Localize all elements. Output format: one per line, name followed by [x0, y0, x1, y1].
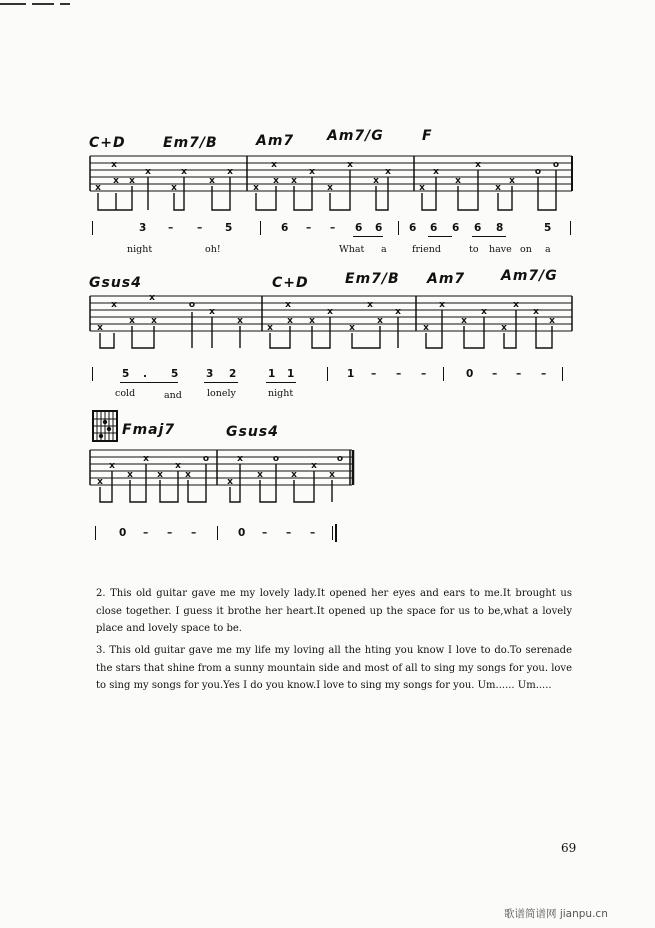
- chord-label: Am7/G: [501, 268, 558, 284]
- barline: [332, 526, 333, 540]
- lyric: oh!: [205, 244, 221, 255]
- svg-text:x: x: [127, 470, 133, 480]
- jianpu-note: 1: [347, 368, 355, 380]
- svg-text:x: x: [143, 454, 149, 464]
- svg-text:o: o: [534, 167, 542, 177]
- verse-3: 3. This old guitar gave me my life my loving all the hting you know I love to do.To serenade the stars that shine from a sunny mountain side and most of all to sing my songs for you. love to sing my songs for you.Yes I do you know.I love to sing my songs for you. Um...... Um.....: [96, 645, 572, 691]
- lyric: a: [381, 244, 387, 255]
- svg-text:o: o: [552, 160, 560, 170]
- jianpu-note: 0: [119, 527, 127, 539]
- chord-label: Em7/B: [163, 135, 218, 151]
- jianpu-note: 6: [281, 222, 289, 234]
- svg-text:x: x: [291, 470, 297, 480]
- svg-text:x: x: [329, 470, 335, 480]
- svg-text:x: x: [273, 176, 279, 186]
- lyric: What: [339, 244, 365, 255]
- chord-label: F: [422, 128, 433, 144]
- jianpu-note: 6: [375, 222, 383, 234]
- lyric: and: [164, 390, 182, 401]
- chord-label: Em7/B: [345, 271, 400, 287]
- jianpu-note: –: [306, 222, 312, 234]
- svg-text:x: x: [347, 160, 353, 170]
- jianpu-note: –: [492, 368, 498, 380]
- svg-text:x: x: [423, 323, 429, 333]
- svg-text:x: x: [419, 183, 425, 193]
- lyric: a: [545, 244, 551, 255]
- svg-text:x: x: [287, 316, 293, 326]
- chord-diagram-icon: [92, 410, 118, 442]
- lyric: night: [268, 388, 294, 399]
- page-number: 69: [561, 841, 577, 855]
- jianpu-note: 2: [229, 368, 237, 380]
- lyric: on: [520, 244, 532, 255]
- svg-text:x: x: [111, 300, 117, 310]
- svg-text:x: x: [175, 461, 181, 471]
- jianpu-note: 5: [122, 368, 130, 380]
- barline: [335, 524, 337, 542]
- svg-text:x: x: [209, 176, 215, 186]
- svg-text:x: x: [129, 176, 135, 186]
- svg-text:x: x: [257, 470, 263, 480]
- svg-text:x: x: [513, 300, 519, 310]
- svg-text:x: x: [237, 316, 243, 326]
- svg-text:x: x: [475, 160, 481, 170]
- tab-staff: [80, 150, 580, 216]
- barline: [92, 367, 93, 381]
- svg-text:x: x: [95, 183, 101, 193]
- svg-text:x: x: [377, 316, 383, 326]
- jianpu-note: –: [371, 368, 377, 380]
- lyric: have: [489, 244, 512, 255]
- chord-label: C+D: [89, 135, 126, 151]
- barline: [95, 526, 96, 540]
- tab-staff: [80, 444, 360, 510]
- jianpu-note: 6: [452, 222, 460, 234]
- svg-text:x: x: [185, 470, 191, 480]
- svg-text:x: x: [97, 323, 103, 333]
- svg-text:o: o: [272, 454, 280, 464]
- jianpu-note: 0: [466, 368, 474, 380]
- jianpu-note: –: [516, 368, 522, 380]
- lyric: to: [469, 244, 479, 255]
- svg-text:x: x: [349, 323, 355, 333]
- jianpu-note: 6: [409, 222, 417, 234]
- note-underline: [266, 382, 296, 383]
- chord-label: C+D: [272, 275, 309, 291]
- jianpu-note: –: [396, 368, 402, 380]
- svg-text:x: x: [439, 300, 445, 310]
- svg-text:x: x: [227, 477, 233, 487]
- svg-text:x: x: [267, 323, 273, 333]
- lyric: lonely: [207, 388, 236, 399]
- svg-text:x: x: [461, 316, 467, 326]
- chord-label: Gsus4: [89, 275, 142, 291]
- svg-text:x: x: [309, 167, 315, 177]
- barline: [562, 367, 563, 381]
- svg-text:x: x: [285, 300, 291, 310]
- jianpu-note: –: [286, 527, 292, 539]
- tab-staff: [80, 290, 580, 356]
- jianpu-note: 6: [355, 222, 363, 234]
- svg-text:x: x: [327, 183, 333, 193]
- chord-label: Gsus4: [226, 424, 279, 440]
- svg-text:x: x: [481, 307, 487, 317]
- jianpu-note: 3: [206, 368, 214, 380]
- chord-label: Am7: [427, 271, 466, 287]
- svg-text:x: x: [109, 461, 115, 471]
- scan-mark: [0, 3, 26, 5]
- jianpu-note: –: [262, 527, 268, 539]
- jianpu-note: .: [143, 368, 147, 380]
- svg-text:x: x: [97, 477, 103, 487]
- svg-text:x: x: [549, 316, 555, 326]
- svg-text:x: x: [373, 176, 379, 186]
- svg-text:x: x: [501, 323, 507, 333]
- jianpu-note: –: [143, 527, 149, 539]
- jianpu-note: 1: [287, 368, 295, 380]
- scan-mark: [60, 3, 70, 5]
- svg-text:x: x: [113, 176, 119, 186]
- barline: [570, 221, 571, 235]
- svg-text:x: x: [149, 293, 155, 303]
- jianpu-note: 1: [268, 368, 276, 380]
- jianpu-note: –: [421, 368, 427, 380]
- jianpu-note: –: [541, 368, 547, 380]
- jianpu-note: 6: [430, 222, 438, 234]
- chord-label: Am7/G: [327, 128, 384, 144]
- jianpu-note: 6: [474, 222, 482, 234]
- svg-text:x: x: [309, 316, 315, 326]
- jianpu-note: –: [168, 222, 174, 234]
- svg-text:x: x: [209, 307, 215, 317]
- barline: [443, 367, 444, 381]
- note-underline: [472, 236, 506, 237]
- svg-text:x: x: [509, 176, 515, 186]
- svg-text:x: x: [495, 183, 501, 193]
- svg-text:x: x: [367, 300, 373, 310]
- barline: [398, 221, 399, 235]
- svg-text:x: x: [455, 176, 461, 186]
- jianpu-note: –: [191, 527, 197, 539]
- svg-text:x: x: [311, 461, 317, 471]
- chord-label: Am7: [256, 133, 295, 149]
- svg-text:x: x: [111, 160, 117, 170]
- jianpu-note: –: [310, 527, 316, 539]
- watermark: 歌谱简谱网 jianpu.cn: [504, 908, 608, 920]
- svg-text:x: x: [151, 316, 157, 326]
- lyric: night: [127, 244, 153, 255]
- svg-text:x: x: [533, 307, 539, 317]
- svg-text:x: x: [271, 160, 277, 170]
- barline: [92, 221, 93, 235]
- svg-text:x: x: [157, 470, 163, 480]
- jianpu-note: 5: [225, 222, 233, 234]
- jianpu-note: –: [197, 222, 203, 234]
- svg-text:x: x: [253, 183, 259, 193]
- svg-text:o: o: [202, 454, 210, 464]
- svg-text:x: x: [129, 316, 135, 326]
- jianpu-note: 5: [171, 368, 179, 380]
- svg-text:x: x: [145, 167, 151, 177]
- svg-text:x: x: [181, 167, 187, 177]
- chord-label: Fmaj7: [122, 422, 176, 438]
- svg-text:x: x: [237, 454, 243, 464]
- verse-2: 2. This old guitar gave me my lovely lady.It opened her eyes and ears to me.It brought us close together. I guess it brothe her heart.It opened up the space for us to be,what a lovely place and lovely space to be.: [96, 588, 572, 634]
- note-underline: [353, 236, 383, 237]
- jianpu-note: –: [167, 527, 173, 539]
- barline: [217, 526, 218, 540]
- svg-text:x: x: [227, 167, 233, 177]
- jianpu-note: 0: [238, 527, 246, 539]
- svg-text:x: x: [327, 307, 333, 317]
- scan-mark: [32, 3, 54, 5]
- jianpu-note: 8: [496, 222, 504, 234]
- note-underline: [204, 382, 238, 383]
- lyric: friend: [412, 244, 441, 255]
- svg-text:o: o: [188, 300, 196, 310]
- jianpu-note: –: [330, 222, 336, 234]
- svg-text:x: x: [291, 176, 297, 186]
- note-underline: [120, 382, 178, 383]
- svg-text:x: x: [171, 183, 177, 193]
- jianpu-note: 5: [544, 222, 552, 234]
- note-underline: [428, 236, 452, 237]
- svg-text:x: x: [385, 167, 391, 177]
- barline: [260, 221, 261, 235]
- svg-text:x: x: [433, 167, 439, 177]
- svg-text:o: o: [336, 454, 344, 464]
- lyric: cold: [115, 388, 136, 399]
- svg-text:x: x: [395, 307, 401, 317]
- barline: [327, 367, 328, 381]
- jianpu-note: 3: [139, 222, 147, 234]
